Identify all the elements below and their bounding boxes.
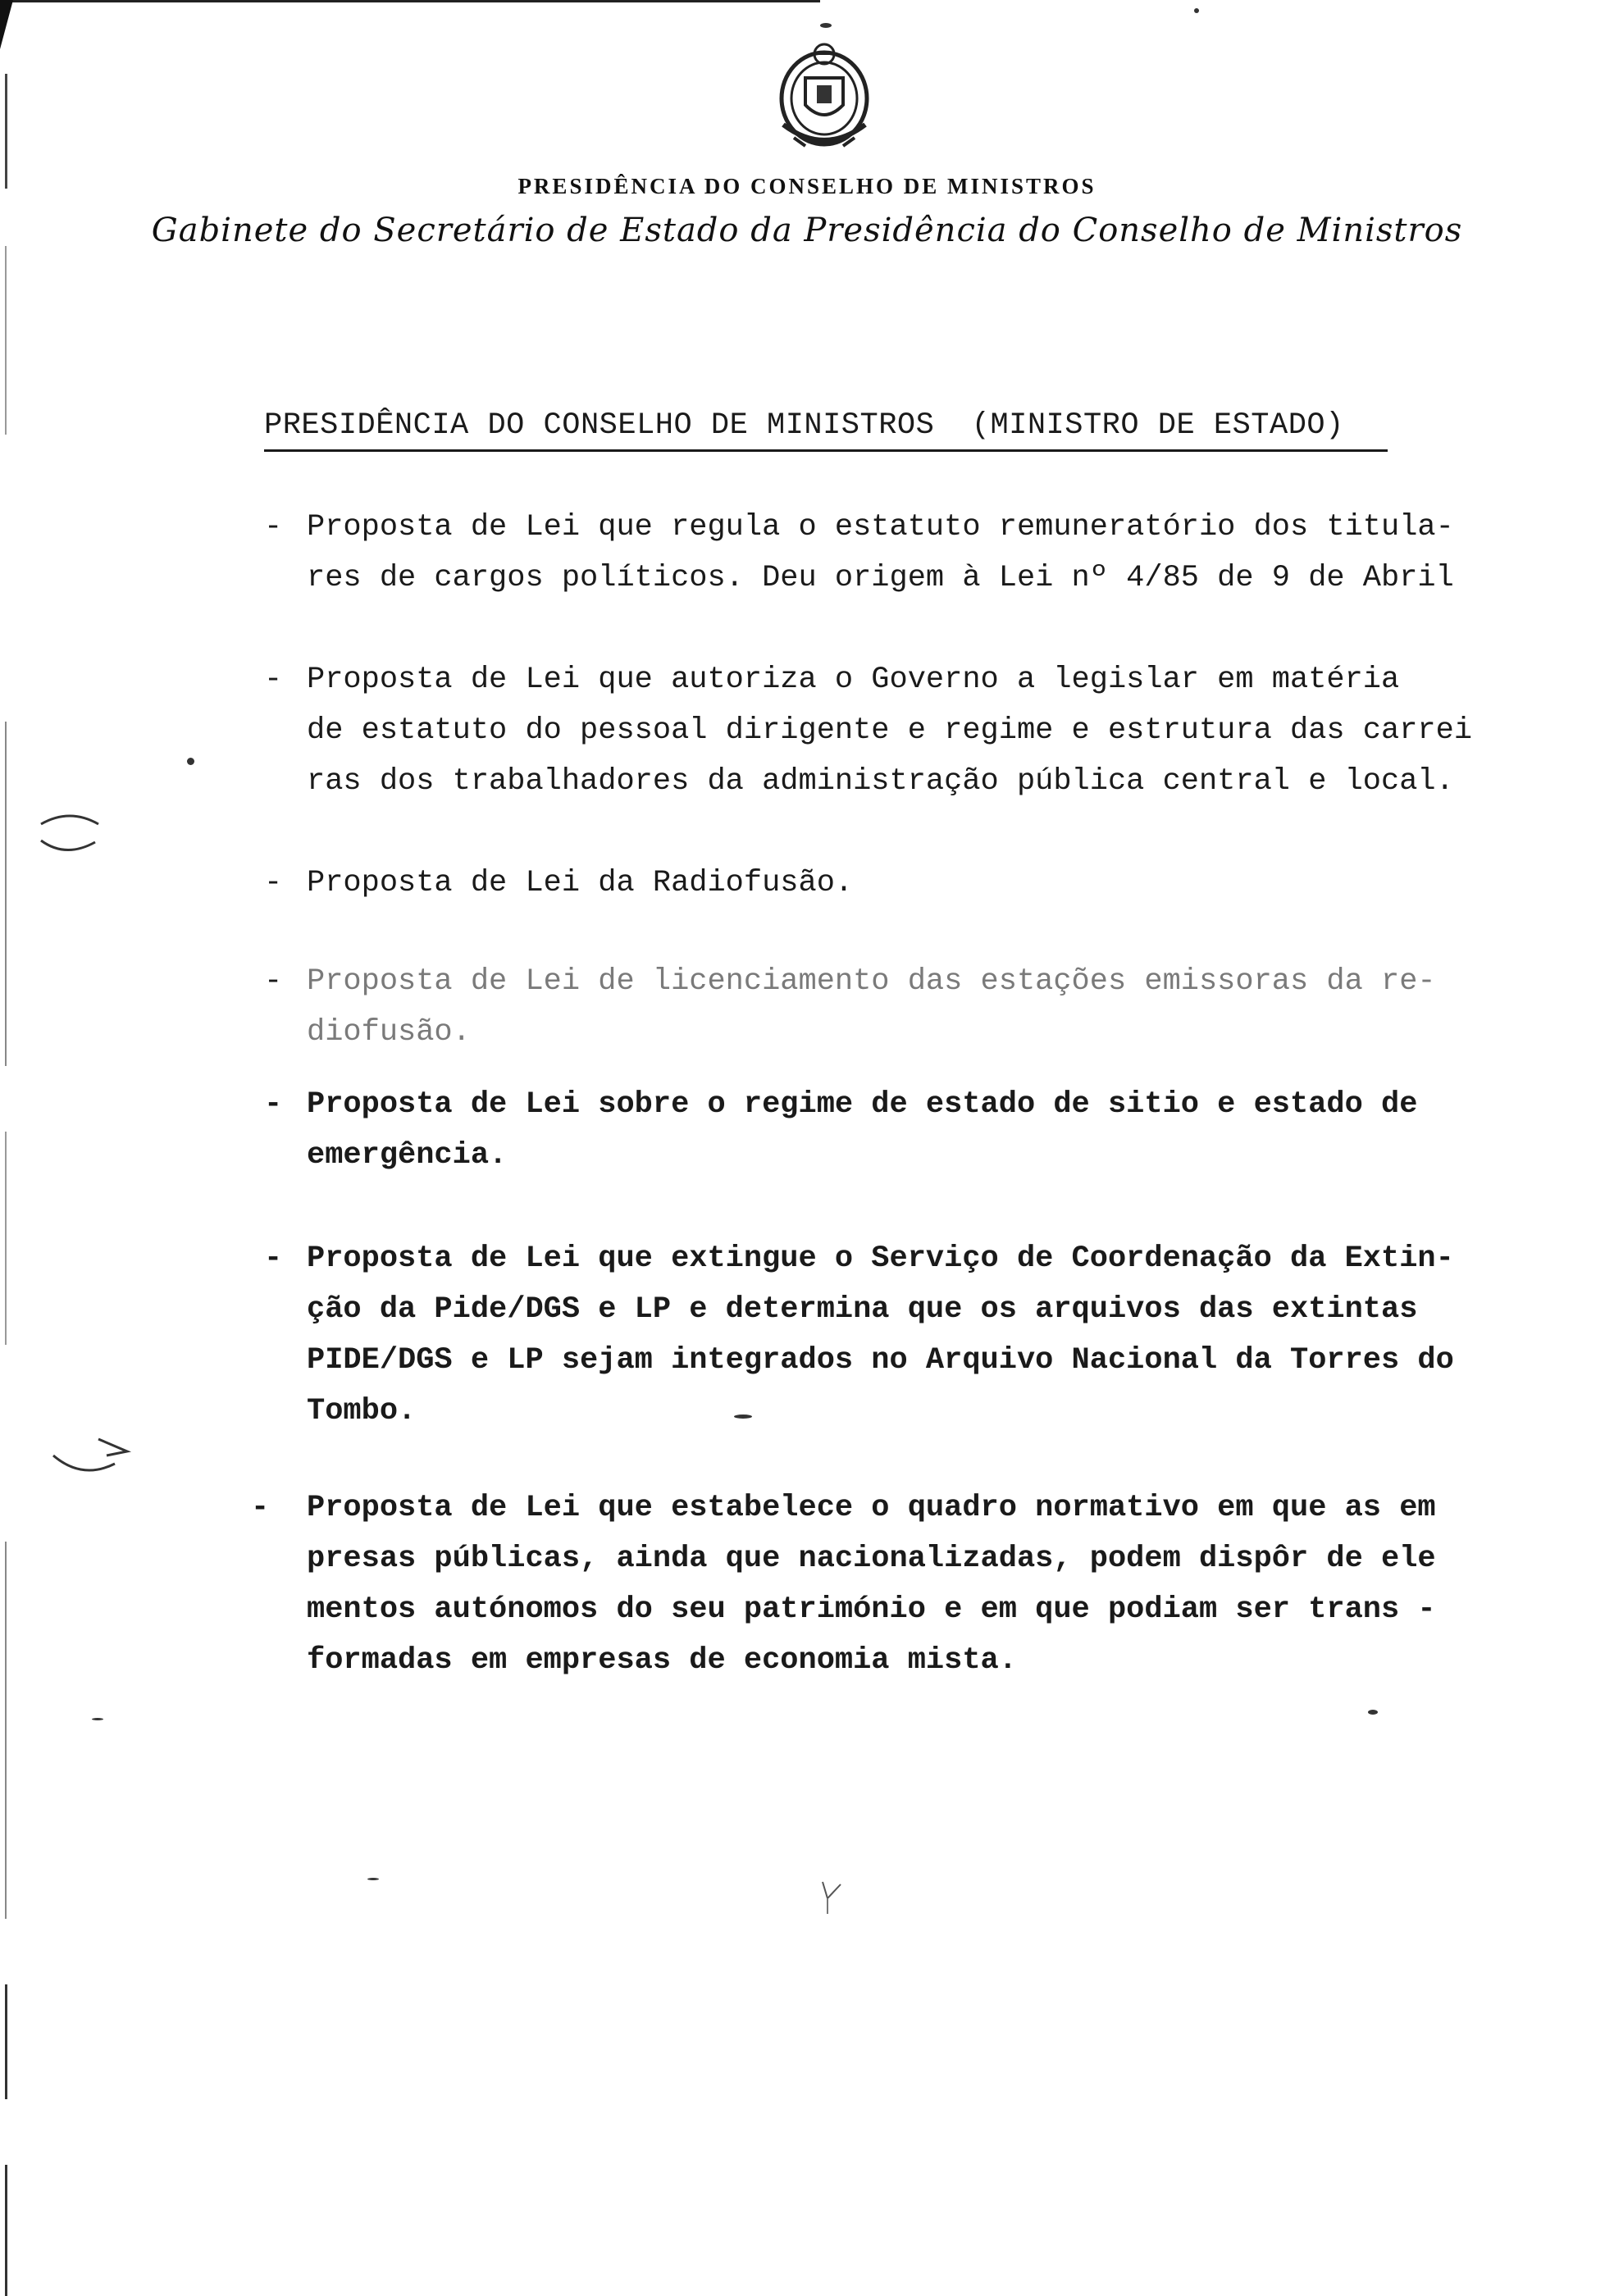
item-line: mentos autónomos do seu património e em que podiam ser trans - [307, 1592, 1436, 1627]
item-line: ção da Pide/DGS e LP e determina que os arquivos das extintas [307, 1292, 1418, 1327]
scan-speck [820, 23, 832, 28]
list-dash: - [264, 510, 283, 544]
office-subtitle: Gabinete do Secretário de Estado da Presidência do Conselho de Ministros [151, 212, 1463, 249]
heading-underline [264, 449, 1388, 452]
list-dash: - [264, 1241, 283, 1276]
scan-corner-mark [0, 0, 13, 49]
item-line: Proposta de Lei que estabelece o quadro normativo em que as em [307, 1491, 1436, 1525]
punch-hole-mark [49, 1431, 139, 1488]
item-line: Proposta de Lei que autoriza o Governo a legislar em matéria [307, 663, 1400, 697]
scan-edge-mark [5, 246, 7, 435]
item-line: PIDE/DGS e LP sejam integrados no Arquivo Nacional da Torres do [307, 1343, 1454, 1378]
item-line: res de cargos políticos. Deu origem à Lei nº 4/85 de 9 de Abril [307, 561, 1454, 595]
list-dash: - [251, 1491, 270, 1525]
item-line: de estatuto do pessoal dirigente e regime e estrutura das carrei [307, 713, 1473, 748]
section-heading: PRESIDÊNCIA DO CONSELHO DE MINISTROS (MINISTRO DE ESTADO) [264, 408, 1344, 443]
scan-speck [187, 758, 194, 765]
list-dash: - [264, 964, 283, 999]
scan-speck [1194, 8, 1199, 13]
punch-hole-mark [33, 808, 107, 865]
coat-of-arms-icon [771, 33, 878, 156]
item-line: diofusão. [307, 1015, 471, 1050]
item-line: Tombo. [307, 1394, 417, 1428]
scan-speck [816, 1878, 849, 1919]
item-line: Proposta de Lei sobre o regime de estado de sitio e estado de [307, 1087, 1418, 1122]
scan-top-rule [0, 0, 820, 2]
item-line: Proposta de Lei de licenciamento das estações emissoras da re- [307, 964, 1436, 999]
list-dash: - [264, 663, 283, 697]
item-line: Proposta de Lei que extingue o Serviço de Coordenação da Extin- [307, 1241, 1454, 1276]
item-line: emergência. [307, 1138, 508, 1173]
scan-edge-mark [5, 1984, 7, 2099]
item-line: Proposta de Lei da Radiofusão. [307, 866, 854, 900]
scan-speck [1368, 1710, 1378, 1715]
office-title: PRESIDÊNCIA DO CONSELHO DE MINISTROS [517, 174, 1097, 198]
list-dash: - [264, 1087, 283, 1122]
scan-edge-mark [5, 2165, 7, 2296]
item-line: formadas em empresas de economia mista. [307, 1643, 1017, 1678]
item-line: presas públicas, ainda que nacionalizadas, podem dispôr de ele [307, 1542, 1436, 1576]
scan-edge-mark [5, 722, 7, 1066]
scan-edge-mark [5, 1542, 7, 1919]
scan-edge-mark [5, 74, 7, 189]
scan-speck [92, 1718, 103, 1720]
item-line: Proposta de Lei que regula o estatuto remuneratório dos titula- [307, 510, 1454, 544]
item-line: ras dos trabalhadores da administração pública central e local. [307, 764, 1454, 799]
list-dash: - [264, 866, 283, 900]
scan-speck [367, 1878, 379, 1880]
scan-edge-mark [5, 1132, 7, 1345]
